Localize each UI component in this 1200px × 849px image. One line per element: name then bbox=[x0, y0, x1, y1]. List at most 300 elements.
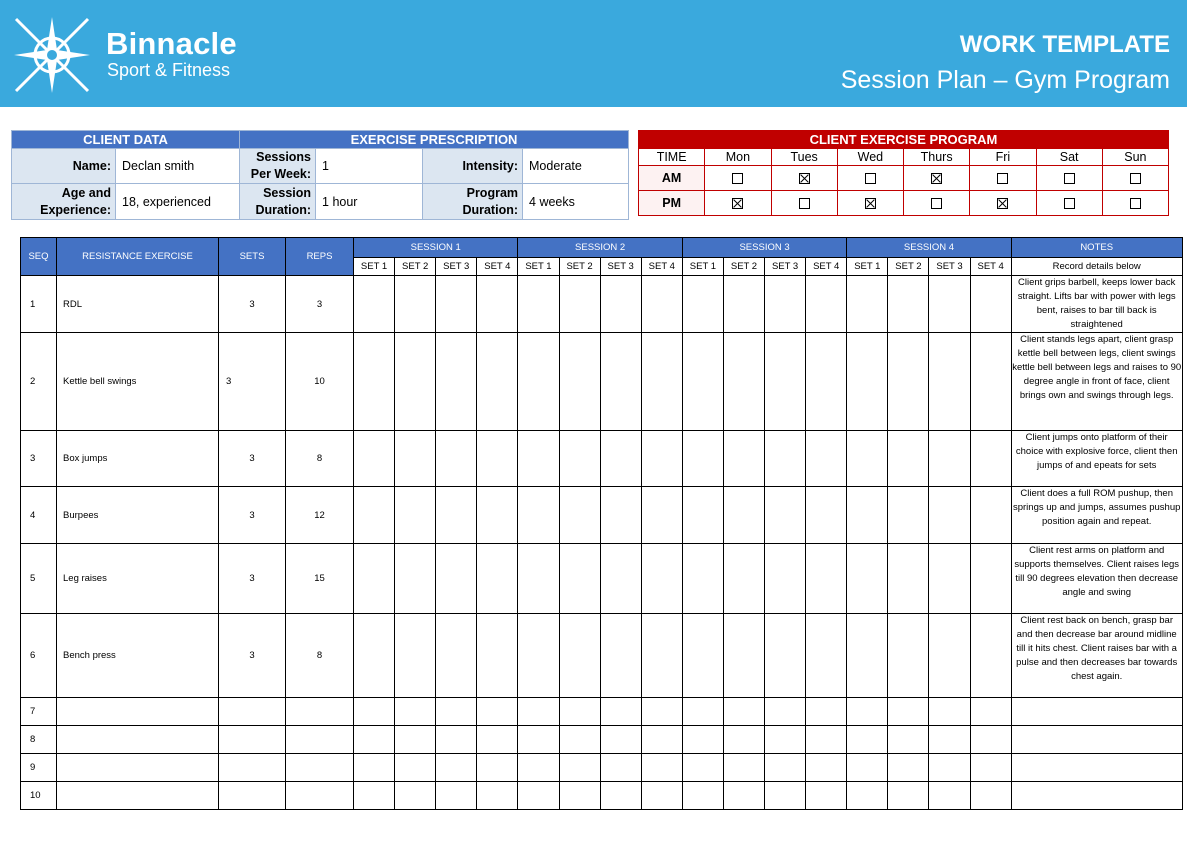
set-entry-cell[interactable] bbox=[806, 698, 847, 726]
set-entry-cell[interactable] bbox=[888, 276, 929, 333]
set-entry-cell[interactable] bbox=[436, 487, 477, 544]
set-entry-cell[interactable] bbox=[395, 614, 436, 698]
set-entry-cell[interactable] bbox=[682, 544, 723, 614]
pm-label: PM bbox=[639, 191, 705, 216]
set-entry-cell[interactable] bbox=[518, 276, 559, 333]
schedule-cell[interactable] bbox=[705, 166, 771, 191]
reps-cell[interactable]: 12 bbox=[286, 487, 354, 544]
program-duration-label: Program Duration: bbox=[423, 184, 523, 220]
session-header: SESSION 4 bbox=[847, 238, 1011, 258]
set-entry-cell[interactable] bbox=[559, 698, 600, 726]
set-entry-cell[interactable] bbox=[847, 614, 888, 698]
set-entry-cell[interactable] bbox=[436, 544, 477, 614]
sets-cell[interactable] bbox=[219, 698, 286, 726]
unchecked-checkbox[interactable] bbox=[1130, 198, 1141, 209]
set-entry-cell[interactable] bbox=[641, 544, 682, 614]
set-entry-cell[interactable] bbox=[682, 333, 723, 431]
schedule-cell[interactable] bbox=[837, 166, 903, 191]
set-entry-cell[interactable] bbox=[970, 276, 1011, 333]
checked-checkbox[interactable] bbox=[931, 173, 942, 184]
set-entry-cell[interactable] bbox=[518, 333, 559, 431]
set-entry-cell[interactable] bbox=[477, 698, 518, 726]
set-entry-cell[interactable] bbox=[395, 726, 436, 754]
set-header: SET 2 bbox=[395, 258, 436, 276]
set-entry-cell[interactable] bbox=[847, 754, 888, 782]
schedule-cell[interactable] bbox=[771, 191, 837, 216]
set-entry-cell[interactable] bbox=[682, 614, 723, 698]
set-header: SET 2 bbox=[888, 258, 929, 276]
set-entry-cell[interactable] bbox=[970, 782, 1011, 810]
set-entry-cell[interactable] bbox=[354, 333, 395, 431]
set-entry-cell[interactable] bbox=[723, 276, 764, 333]
name-label: Name: bbox=[12, 149, 116, 184]
set-entry-cell[interactable] bbox=[354, 698, 395, 726]
set-entry-cell[interactable] bbox=[765, 754, 806, 782]
set-entry-cell[interactable] bbox=[970, 487, 1011, 544]
set-entry-cell[interactable] bbox=[559, 487, 600, 544]
schedule-cell[interactable] bbox=[771, 166, 837, 191]
set-entry-cell[interactable] bbox=[518, 726, 559, 754]
day-header: Thurs bbox=[904, 149, 970, 166]
reps-cell[interactable] bbox=[286, 782, 354, 810]
schedule-cell[interactable] bbox=[1102, 166, 1168, 191]
day-header: Mon bbox=[705, 149, 771, 166]
header-banner bbox=[0, 0, 1187, 107]
seq-cell: 8 bbox=[21, 726, 57, 754]
set-header: SET 3 bbox=[436, 258, 477, 276]
set-entry-cell[interactable] bbox=[888, 698, 929, 726]
set-entry-cell[interactable] bbox=[847, 487, 888, 544]
set-entry-cell[interactable] bbox=[641, 782, 682, 810]
set-entry-cell[interactable] bbox=[765, 487, 806, 544]
set-entry-cell[interactable] bbox=[436, 333, 477, 431]
set-entry-cell[interactable] bbox=[559, 754, 600, 782]
set-entry-cell[interactable] bbox=[559, 333, 600, 431]
checked-checkbox[interactable] bbox=[997, 198, 1008, 209]
set-entry-cell[interactable] bbox=[600, 544, 641, 614]
session-header: SESSION 2 bbox=[518, 238, 682, 258]
intensity-label: Intensity: bbox=[423, 149, 523, 184]
set-entry-cell[interactable] bbox=[600, 754, 641, 782]
set-entry-cell[interactable] bbox=[436, 276, 477, 333]
set-entry-cell[interactable] bbox=[970, 726, 1011, 754]
set-entry-cell[interactable] bbox=[354, 431, 395, 487]
set-entry-cell[interactable] bbox=[723, 726, 764, 754]
exercise-cell[interactable] bbox=[57, 726, 219, 754]
set-entry-cell[interactable] bbox=[929, 276, 970, 333]
table-row bbox=[21, 754, 1183, 782]
set-entry-cell[interactable] bbox=[806, 431, 847, 487]
set-entry-cell[interactable] bbox=[765, 333, 806, 431]
brand-name: Binnacle bbox=[106, 26, 237, 61]
set-entry-cell[interactable] bbox=[682, 276, 723, 333]
notes-cell[interactable] bbox=[1011, 782, 1182, 810]
schedule-cell[interactable] bbox=[1036, 191, 1102, 216]
set-entry-cell[interactable] bbox=[806, 754, 847, 782]
set-entry-cell[interactable] bbox=[436, 698, 477, 726]
set-entry-cell[interactable] bbox=[723, 333, 764, 431]
set-entry-cell[interactable] bbox=[970, 614, 1011, 698]
set-entry-cell[interactable] bbox=[395, 431, 436, 487]
exercise-cell[interactable]: Bench press bbox=[57, 614, 219, 698]
seq-cell: 6 bbox=[21, 614, 57, 698]
schedule-cell[interactable] bbox=[970, 191, 1036, 216]
set-entry-cell[interactable] bbox=[559, 276, 600, 333]
seq-cell: 1 bbox=[21, 276, 57, 333]
brand-tagline: Sport & Fitness bbox=[107, 60, 231, 80]
set-header: SET 1 bbox=[518, 258, 559, 276]
set-entry-cell[interactable] bbox=[888, 726, 929, 754]
reps-cell[interactable] bbox=[286, 726, 354, 754]
set-entry-cell[interactable] bbox=[436, 782, 477, 810]
set-header: SET 4 bbox=[806, 258, 847, 276]
set-entry-cell[interactable] bbox=[723, 754, 764, 782]
client-exercise-program-table bbox=[638, 130, 1169, 216]
sets-cell[interactable]: 3 bbox=[219, 614, 286, 698]
set-entry-cell[interactable] bbox=[477, 754, 518, 782]
set-entry-cell[interactable] bbox=[477, 431, 518, 487]
reps-cell[interactable] bbox=[286, 698, 354, 726]
set-entry-cell[interactable] bbox=[929, 698, 970, 726]
notes-cell[interactable]: Client does a full ROM pushup, then springs up and jumps, assumes pushup position again and repeat. bbox=[1011, 487, 1182, 544]
program-row-pm bbox=[639, 191, 1169, 216]
set-entry-cell[interactable] bbox=[765, 544, 806, 614]
table-row bbox=[21, 487, 1183, 544]
exercise-cell[interactable]: Leg raises bbox=[57, 544, 219, 614]
table-row bbox=[21, 614, 1183, 698]
table-row bbox=[21, 782, 1183, 810]
set-entry-cell[interactable] bbox=[806, 726, 847, 754]
set-entry-cell[interactable] bbox=[600, 276, 641, 333]
set-entry-cell[interactable] bbox=[518, 782, 559, 810]
set-entry-cell[interactable] bbox=[436, 431, 477, 487]
reps-header: REPS bbox=[286, 238, 354, 276]
set-entry-cell[interactable] bbox=[929, 333, 970, 431]
table-row bbox=[21, 726, 1183, 754]
unchecked-checkbox[interactable] bbox=[799, 198, 810, 209]
seq-cell: 3 bbox=[21, 431, 57, 487]
day-header: Sat bbox=[1036, 149, 1102, 166]
set-entry-cell[interactable] bbox=[929, 782, 970, 810]
sets-cell[interactable]: 3 bbox=[219, 333, 286, 431]
set-header: SET 3 bbox=[600, 258, 641, 276]
day-header: Wed bbox=[837, 149, 903, 166]
client-data-table bbox=[11, 130, 629, 220]
unchecked-checkbox[interactable] bbox=[1064, 173, 1075, 184]
schedule-cell[interactable] bbox=[1036, 166, 1102, 191]
set-entry-cell[interactable] bbox=[354, 782, 395, 810]
schedule-cell[interactable] bbox=[837, 191, 903, 216]
age-experience-field[interactable]: 18, experienced bbox=[116, 184, 240, 220]
program-header: CLIENT EXERCISE PROGRAM bbox=[639, 131, 1169, 149]
seq-cell: 5 bbox=[21, 544, 57, 614]
set-entry-cell[interactable] bbox=[929, 431, 970, 487]
set-entry-cell[interactable] bbox=[641, 698, 682, 726]
set-entry-cell[interactable] bbox=[518, 487, 559, 544]
schedule-cell[interactable] bbox=[1102, 191, 1168, 216]
set-entry-cell[interactable] bbox=[888, 782, 929, 810]
session-duration-label: Session Duration: bbox=[240, 184, 316, 220]
exercise-cell[interactable] bbox=[57, 698, 219, 726]
unchecked-checkbox[interactable] bbox=[865, 173, 876, 184]
set-entry-cell[interactable] bbox=[847, 431, 888, 487]
set-entry-cell[interactable] bbox=[970, 698, 1011, 726]
set-entry-cell[interactable] bbox=[559, 614, 600, 698]
set-entry-cell[interactable] bbox=[888, 431, 929, 487]
compass-logo-icon bbox=[10, 13, 94, 97]
exercise-cell[interactable]: Box jumps bbox=[57, 431, 219, 487]
reps-cell[interactable]: 15 bbox=[286, 544, 354, 614]
sets-cell[interactable]: 3 bbox=[219, 487, 286, 544]
set-entry-cell[interactable] bbox=[806, 333, 847, 431]
set-entry-cell[interactable] bbox=[806, 782, 847, 810]
day-header: Tues bbox=[771, 149, 837, 166]
set-entry-cell[interactable] bbox=[929, 544, 970, 614]
set-entry-cell[interactable] bbox=[600, 487, 641, 544]
notes-cell[interactable] bbox=[1011, 726, 1182, 754]
set-entry-cell[interactable] bbox=[518, 544, 559, 614]
set-entry-cell[interactable] bbox=[600, 333, 641, 431]
set-entry-cell[interactable] bbox=[641, 276, 682, 333]
notes-cell[interactable]: Client grips barbell, keeps lower back straight. Lifts bar with power with legs bent, raises to bar till back is straightened bbox=[1011, 276, 1182, 333]
set-entry-cell[interactable] bbox=[888, 333, 929, 431]
program-row-am bbox=[639, 166, 1169, 191]
set-entry-cell[interactable] bbox=[477, 614, 518, 698]
set-entry-cell[interactable] bbox=[847, 698, 888, 726]
unchecked-checkbox[interactable] bbox=[1064, 198, 1075, 209]
sets-cell[interactable] bbox=[219, 782, 286, 810]
seq-cell: 9 bbox=[21, 754, 57, 782]
set-entry-cell[interactable] bbox=[641, 487, 682, 544]
set-entry-cell[interactable] bbox=[641, 333, 682, 431]
set-entry-cell[interactable] bbox=[682, 782, 723, 810]
checked-checkbox[interactable] bbox=[732, 198, 743, 209]
set-entry-cell[interactable] bbox=[723, 487, 764, 544]
set-entry-cell[interactable] bbox=[600, 614, 641, 698]
checked-checkbox[interactable] bbox=[799, 173, 810, 184]
set-entry-cell[interactable] bbox=[477, 544, 518, 614]
set-entry-cell[interactable] bbox=[559, 544, 600, 614]
seq-header: SEQ bbox=[21, 238, 57, 276]
set-entry-cell[interactable] bbox=[765, 276, 806, 333]
schedule-cell[interactable] bbox=[904, 166, 970, 191]
set-entry-cell[interactable] bbox=[765, 614, 806, 698]
set-entry-cell[interactable] bbox=[682, 431, 723, 487]
sets-cell[interactable] bbox=[219, 726, 286, 754]
set-entry-cell[interactable] bbox=[970, 333, 1011, 431]
set-header: SET 1 bbox=[354, 258, 395, 276]
set-entry-cell[interactable] bbox=[354, 276, 395, 333]
table-row bbox=[21, 431, 1183, 487]
set-entry-cell[interactable] bbox=[395, 544, 436, 614]
notes-cell[interactable] bbox=[1011, 698, 1182, 726]
schedule-cell[interactable] bbox=[904, 191, 970, 216]
set-entry-cell[interactable] bbox=[806, 614, 847, 698]
exercise-cell[interactable] bbox=[57, 782, 219, 810]
set-entry-cell[interactable] bbox=[970, 544, 1011, 614]
sessions-per-week-label: Sessions Per Week: bbox=[240, 149, 316, 184]
sets-cell[interactable] bbox=[219, 754, 286, 782]
set-entry-cell[interactable] bbox=[436, 726, 477, 754]
set-entry-cell[interactable] bbox=[806, 544, 847, 614]
set-entry-cell[interactable] bbox=[723, 782, 764, 810]
set-entry-cell[interactable] bbox=[765, 698, 806, 726]
exercise-cell[interactable] bbox=[57, 754, 219, 782]
set-entry-cell[interactable] bbox=[600, 782, 641, 810]
unchecked-checkbox[interactable] bbox=[732, 173, 743, 184]
unchecked-checkbox[interactable] bbox=[997, 173, 1008, 184]
day-header: Fri bbox=[970, 149, 1036, 166]
set-entry-cell[interactable] bbox=[354, 544, 395, 614]
notes-cell[interactable]: Client rest arms on platform and supports themselves. Client raises legs till 90 degrees elevation then decrease angle and swing bbox=[1011, 544, 1182, 614]
set-entry-cell[interactable] bbox=[723, 614, 764, 698]
sets-cell[interactable]: 3 bbox=[219, 431, 286, 487]
set-entry-cell[interactable] bbox=[765, 726, 806, 754]
set-entry-cell[interactable] bbox=[477, 782, 518, 810]
set-entry-cell[interactable] bbox=[600, 698, 641, 726]
set-entry-cell[interactable] bbox=[477, 276, 518, 333]
exercise-table bbox=[20, 237, 1183, 810]
set-entry-cell[interactable] bbox=[847, 276, 888, 333]
set-entry-cell[interactable] bbox=[847, 333, 888, 431]
set-entry-cell[interactable] bbox=[395, 698, 436, 726]
set-entry-cell[interactable] bbox=[395, 487, 436, 544]
exercise-prescription-header: EXERCISE PRESCRIPTION bbox=[240, 131, 629, 149]
page-subtitle: Session Plan – Gym Program bbox=[840, 66, 1170, 94]
set-entry-cell[interactable] bbox=[559, 431, 600, 487]
reps-cell[interactable]: 8 bbox=[286, 431, 354, 487]
set-entry-cell[interactable] bbox=[395, 333, 436, 431]
set-entry-cell[interactable] bbox=[354, 614, 395, 698]
set-entry-cell[interactable] bbox=[929, 726, 970, 754]
intensity-field[interactable]: Moderate bbox=[523, 149, 629, 184]
set-entry-cell[interactable] bbox=[847, 726, 888, 754]
unchecked-checkbox[interactable] bbox=[931, 198, 942, 209]
notes-cell[interactable]: Client rest back on bench, grasp bar and then decrease bar around midline till it hits chest. Client raises bar with a pulse and then decreases bar towards chest again. bbox=[1011, 614, 1182, 698]
unchecked-checkbox[interactable] bbox=[1130, 173, 1141, 184]
set-entry-cell[interactable] bbox=[436, 614, 477, 698]
notes-header: NOTES bbox=[1011, 238, 1182, 258]
notes-cell[interactable]: Client jumps onto platform of their choice with explosive force, client then jumps of and epeats for sets bbox=[1011, 431, 1182, 487]
schedule-cell[interactable] bbox=[970, 166, 1036, 191]
set-entry-cell[interactable] bbox=[641, 754, 682, 782]
reps-cell[interactable]: 8 bbox=[286, 614, 354, 698]
seq-cell: 10 bbox=[21, 782, 57, 810]
reps-cell[interactable]: 3 bbox=[286, 276, 354, 333]
set-entry-cell[interactable] bbox=[888, 544, 929, 614]
name-field[interactable]: Declan smith bbox=[116, 149, 240, 184]
notes-cell[interactable]: Client stands legs apart, client grasp kettle bell between legs, client swings kettle bell between legs and raises to 90 degree angle in front of face, client brings own and swings through legs. bbox=[1011, 333, 1182, 431]
set-entry-cell[interactable] bbox=[395, 754, 436, 782]
set-entry-cell[interactable] bbox=[518, 754, 559, 782]
session-header: SESSION 1 bbox=[354, 238, 518, 258]
set-entry-cell[interactable] bbox=[641, 726, 682, 754]
set-entry-cell[interactable] bbox=[806, 487, 847, 544]
set-header: SET 4 bbox=[970, 258, 1011, 276]
set-entry-cell[interactable] bbox=[929, 614, 970, 698]
set-entry-cell[interactable] bbox=[888, 754, 929, 782]
set-entry-cell[interactable] bbox=[723, 698, 764, 726]
reps-cell[interactable] bbox=[286, 754, 354, 782]
sets-header: SETS bbox=[219, 238, 286, 276]
set-entry-cell[interactable] bbox=[682, 487, 723, 544]
exercise-cell[interactable]: Kettle bell swings bbox=[57, 333, 219, 431]
set-header: SET 4 bbox=[477, 258, 518, 276]
reps-cell[interactable]: 10 bbox=[286, 333, 354, 431]
set-entry-cell[interactable] bbox=[847, 544, 888, 614]
program-duration-field[interactable]: 4 weeks bbox=[523, 184, 629, 220]
set-header: SET 3 bbox=[929, 258, 970, 276]
set-entry-cell[interactable] bbox=[559, 726, 600, 754]
sessions-per-week-field[interactable]: 1 bbox=[316, 149, 423, 184]
time-header: TIME bbox=[639, 149, 705, 166]
set-entry-cell[interactable] bbox=[477, 726, 518, 754]
set-entry-cell[interactable] bbox=[929, 754, 970, 782]
notes-subheader: Record details below bbox=[1011, 258, 1182, 276]
schedule-cell[interactable] bbox=[705, 191, 771, 216]
set-entry-cell[interactable] bbox=[682, 726, 723, 754]
set-entry-cell[interactable] bbox=[395, 782, 436, 810]
resistance-exercise-header: RESISTANCE EXERCISE bbox=[57, 238, 219, 276]
checked-checkbox[interactable] bbox=[865, 198, 876, 209]
set-entry-cell[interactable] bbox=[888, 487, 929, 544]
exercise-cell[interactable]: Burpees bbox=[57, 487, 219, 544]
set-entry-cell[interactable] bbox=[477, 333, 518, 431]
set-entry-cell[interactable] bbox=[559, 782, 600, 810]
table-row bbox=[21, 333, 1183, 431]
set-entry-cell[interactable] bbox=[518, 614, 559, 698]
client-data-header: CLIENT DATA bbox=[12, 131, 240, 149]
set-entry-cell[interactable] bbox=[929, 487, 970, 544]
set-entry-cell[interactable] bbox=[436, 754, 477, 782]
session-duration-field[interactable]: 1 hour bbox=[316, 184, 423, 220]
set-entry-cell[interactable] bbox=[395, 276, 436, 333]
set-entry-cell[interactable] bbox=[682, 698, 723, 726]
sets-cell[interactable]: 3 bbox=[219, 544, 286, 614]
set-entry-cell[interactable] bbox=[847, 782, 888, 810]
set-entry-cell[interactable] bbox=[477, 487, 518, 544]
set-entry-cell[interactable] bbox=[806, 276, 847, 333]
set-entry-cell[interactable] bbox=[600, 431, 641, 487]
set-entry-cell[interactable] bbox=[765, 782, 806, 810]
set-entry-cell[interactable] bbox=[518, 431, 559, 487]
set-entry-cell[interactable] bbox=[682, 754, 723, 782]
set-entry-cell[interactable] bbox=[723, 544, 764, 614]
table-row bbox=[21, 698, 1183, 726]
set-entry-cell[interactable] bbox=[641, 431, 682, 487]
set-entry-cell[interactable] bbox=[354, 754, 395, 782]
set-header: SET 2 bbox=[559, 258, 600, 276]
exercise-cell[interactable]: RDL bbox=[57, 276, 219, 333]
table-row bbox=[21, 276, 1183, 333]
set-entry-cell[interactable] bbox=[970, 754, 1011, 782]
notes-cell[interactable] bbox=[1011, 754, 1182, 782]
session-header: SESSION 3 bbox=[682, 238, 846, 258]
set-entry-cell[interactable] bbox=[354, 726, 395, 754]
day-header: Sun bbox=[1102, 149, 1168, 166]
set-entry-cell[interactable] bbox=[518, 698, 559, 726]
set-entry-cell[interactable] bbox=[888, 614, 929, 698]
sets-cell[interactable]: 3 bbox=[219, 276, 286, 333]
set-entry-cell[interactable] bbox=[765, 431, 806, 487]
set-entry-cell[interactable] bbox=[600, 726, 641, 754]
page-title: WORK TEMPLATE bbox=[959, 31, 1170, 58]
set-entry-cell[interactable] bbox=[354, 487, 395, 544]
set-entry-cell[interactable] bbox=[970, 431, 1011, 487]
set-entry-cell[interactable] bbox=[641, 614, 682, 698]
set-entry-cell[interactable] bbox=[723, 431, 764, 487]
set-header: SET 1 bbox=[847, 258, 888, 276]
